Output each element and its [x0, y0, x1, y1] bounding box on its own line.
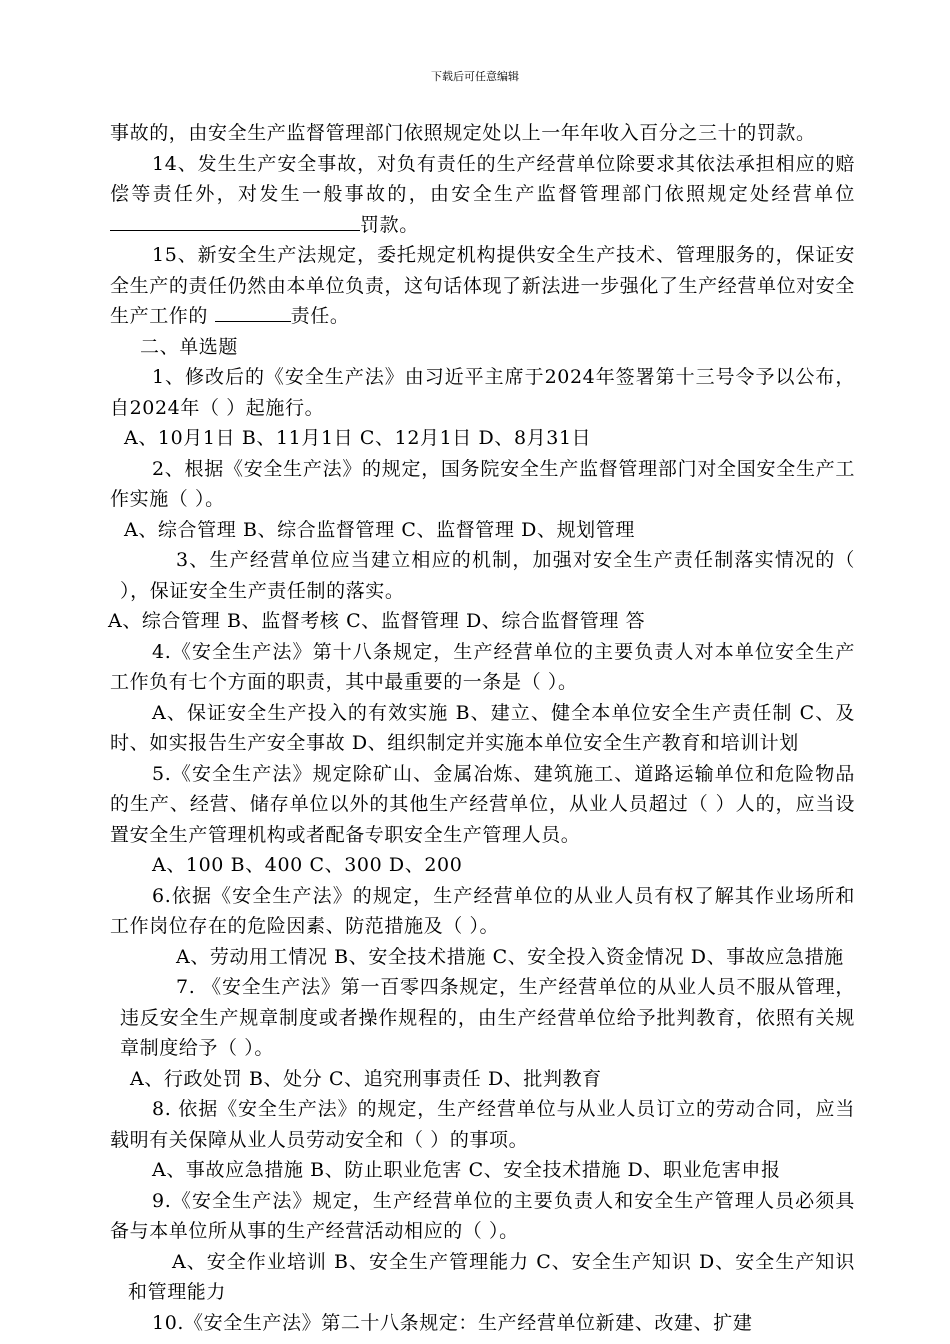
question-10: 10.《安全生产法》第二十八条规定：生产经营单位新建、改建、扩建: [152, 1311, 753, 1334]
question-4: 4.《安全生产法》第十八条规定，生产经营单位的主要负责人对本单位安全生产工作负有七个方面的职责，其中最重要的一条是（ ）。: [110, 640, 855, 693]
question-1: 1、修改后的《安全生产法》由习近平主席于2024年签署第十三号令予以公布，自2024年（ ）起施行。: [110, 366, 855, 419]
options-4: A、保证安全生产投入的有效实施 B、建立、健全本单位安全生产责任制 C、及时、如实报告生产安全事故 D、组织制定并实施本单位安全生产教育和培训计划: [110, 701, 855, 754]
question-14-text: 14、发生生产安全事故，对负有责任的生产经营单位除要求其依法承担相应的赔偿等责任外，对发生一般事故的，由安全生产监督管理部门依照规定处经营单位: [110, 152, 855, 205]
options-9: A、安全作业培训 B、安全生产管理能力 C、安全生产知识 D、安全生产知识和管理能力: [128, 1250, 855, 1303]
question-15: [110, 240, 855, 332]
answer-blank[interactable]: [110, 210, 360, 231]
paragraph-continuation: 事故的，由安全生产监督管理部门依照规定处以上一年年收入百分之三十的罚款。: [110, 122, 816, 144]
question-2: 2、根据《安全生产法》的规定，国务院安全生产监督管理部门对全国安全生产工作实施（ ）。: [110, 457, 855, 510]
options-8: A、事故应急措施 B、防止职业危害 C、安全技术措施 D、职业危害申报: [152, 1159, 781, 1181]
page-header: 下载后可任意编辑: [431, 70, 519, 83]
options-3: A、综合管理 B、监督考核 C、监督管理 D、综合监督管理 答: [108, 610, 646, 632]
question-3: 3、生产经营单位应当建立相应的机制，加强对安全生产责任制落实情况的（ ），保证安全生产责任制的落实。: [120, 549, 855, 602]
answer-blank[interactable]: [215, 301, 291, 322]
options-2: A、综合管理 B、综合监督管理 C、监督管理 D、规划管理: [124, 518, 635, 541]
options-7: A、行政处罚 B、处分 C、追究刑事责任 D、批判教育: [130, 1067, 602, 1090]
question-14: [110, 149, 855, 241]
question-14-tail: 罚款。: [360, 213, 419, 236]
question-8: 8. 依据《安全生产法》的规定，生产经营单位与从业人员订立的劳动合同，应当载明有关保障从业人员劳动安全和（ ）的事项。: [110, 1098, 855, 1151]
question-5: 5.《安全生产法》规定除矿山、金属冶炼、建筑施工、道路运输单位和危险物品的生产、经营、储存单位以外的其他生产经营单位，从业人员超过（ ）人的，应当设置安全生产管理机构或者配备专职安全生产管理人员。: [110, 762, 855, 846]
section-heading: 二、单选题: [140, 335, 239, 358]
question-15-tail: 责任。: [290, 305, 350, 327]
question-15-text: 15、新安全生产法规定，委托规定机构提供安全生产技术、管理服务的，保证安全生产的责任仍然由本单位负责，这句话体现了新法进一步强化了生产经营单位对安全生产工作的: [110, 244, 855, 327]
options-5: A、100 B、400 C、300 D、200: [152, 854, 463, 876]
options-1: A、10月1日 B、11月1日 C、12月1日 D、8月31日: [124, 427, 592, 449]
question-9: 9.《安全生产法》规定，生产经营单位的主要负责人和安全生产管理人员必须具备与本单位所从事的生产经营活动相应的（ ）。: [110, 1189, 855, 1242]
document-body: [110, 118, 855, 1338]
question-7: 7. 《安全生产法》第一百零四条规定，生产经营单位的从业人员不服从管理，违反安全生产规章制度或者操作规程的，由生产经营单位给予批判教育，依照有关规章制度给予（ ）。: [120, 976, 855, 1059]
options-6: A、劳动用工情况 B、安全技术措施 C、安全投入资金情况 D、事故应急措施: [176, 945, 844, 968]
question-6: 6.依据《安全生产法》的规定，生产经营单位的从业人员有权了解其作业场所和工作岗位存在的危险因素、防范措施及（ ）。: [110, 884, 855, 937]
